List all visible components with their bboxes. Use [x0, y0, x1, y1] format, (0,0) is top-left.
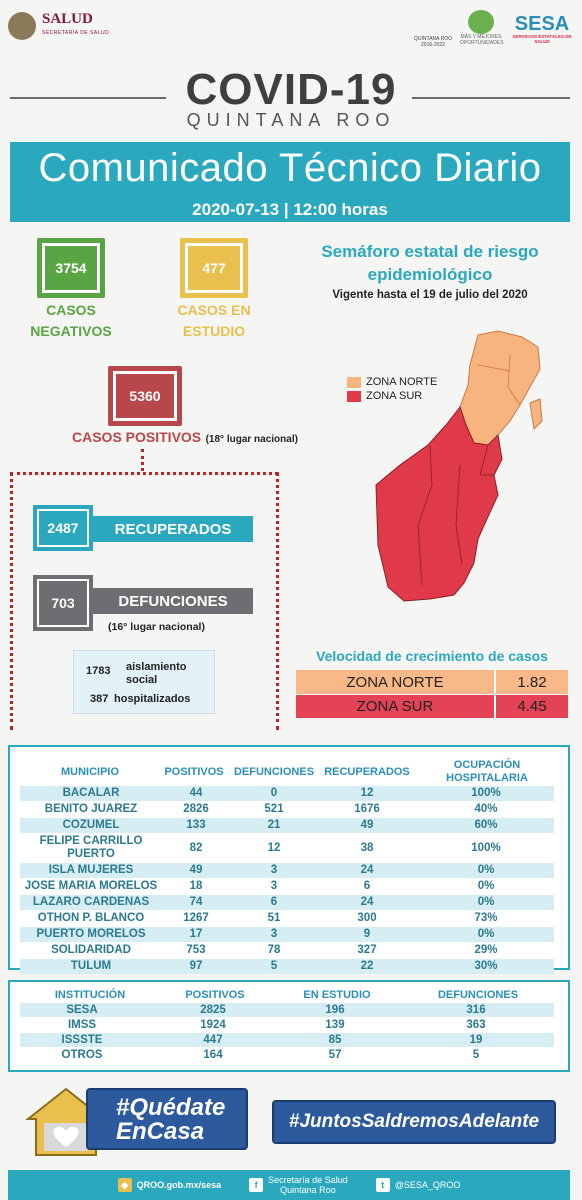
- municipio-cell: ISLA MUJERES: [48, 864, 134, 876]
- footer-facebook-text: Quintana Roo: [280, 1185, 336, 1195]
- banner-date: 2020-07-13 | 12:00 horas: [192, 200, 388, 219]
- table-cell: 300: [357, 912, 377, 924]
- table-cell: 316: [466, 1004, 486, 1016]
- table-cell: 0%: [477, 896, 495, 908]
- map-cozumel: [530, 399, 542, 429]
- table-cell: 12: [267, 841, 281, 854]
- municipio-cell: SOLIDARIDAD: [51, 944, 131, 956]
- shield-icon: [421, 8, 445, 36]
- legend-swatch: [347, 391, 361, 402]
- semaforo-title: [300, 240, 560, 286]
- covid-title: COVID-19: [185, 65, 397, 114]
- table-cell: 0%: [477, 864, 495, 876]
- municipio-cell: BENITO JUAREZ: [44, 803, 138, 815]
- table-cell: 6: [363, 880, 371, 892]
- table-cell: 2825: [200, 1004, 226, 1016]
- table-cell: 17: [189, 928, 203, 940]
- table-cell: 30%: [474, 960, 498, 972]
- municipio-cell: [20, 835, 162, 861]
- table-row: [20, 1018, 554, 1032]
- table-row: [20, 863, 554, 878]
- quintana-roo-logo: [412, 8, 454, 48]
- col-header-ocupacion: [432, 759, 542, 785]
- defunciones-rank: (16° lugar nacional): [108, 621, 205, 633]
- estudio-label-line: ESTUDIO: [182, 323, 246, 339]
- aislamiento-panel: [73, 650, 215, 714]
- semaforo-title-line: epidemiológico: [367, 265, 493, 284]
- table-cell: 5: [270, 960, 278, 972]
- semaforo-title-line: Semáforo estatal de riesgo: [321, 242, 539, 261]
- hospitalizados-label: hospitalizados: [114, 693, 191, 705]
- web-logo-icon: ◆: [118, 1178, 132, 1192]
- table-row: [20, 911, 554, 926]
- defunciones-label: DEFUNCIONES: [93, 588, 253, 614]
- footer-facebook[interactable]: [249, 1175, 348, 1195]
- positivos-label: CASOS POSITIVOS: [72, 429, 202, 445]
- state-title: QUINTANA ROO: [186, 110, 396, 130]
- cell-line: PUERTO: [67, 848, 115, 860]
- institucion-cell: SESA: [66, 1004, 98, 1016]
- positivos-rank: (18° lugar nacional): [205, 434, 298, 445]
- table-row: [20, 786, 554, 801]
- table-row: [20, 1003, 554, 1017]
- table-cell: 100%: [471, 841, 501, 854]
- col-header-recuperados: RECUPERADOS: [324, 766, 410, 778]
- table-cell: 521: [264, 803, 284, 815]
- table-cell: 22: [360, 960, 374, 972]
- institucion-cell: ISSSTE: [61, 1034, 103, 1046]
- table-cell: 0%: [477, 880, 495, 892]
- col-header-defunciones: DEFUNCIONES: [233, 766, 315, 778]
- municipio-cell: TULUM: [70, 960, 112, 972]
- col-header-en-estudio: EN ESTUDIO: [303, 989, 371, 1001]
- table-cell: 74: [189, 896, 203, 908]
- table-cell: 0%: [477, 928, 495, 940]
- table-cell: 38: [360, 841, 374, 854]
- sesa-subtitle: SERVICIOS ESTATALES DE SALUD: [512, 34, 572, 44]
- table-cell: 1676: [354, 803, 380, 815]
- defunciones-box: [33, 575, 93, 631]
- legend-label: ZONA SUR: [366, 390, 423, 402]
- defunciones-value: 703: [39, 581, 87, 625]
- sesa-title: SESA: [514, 13, 570, 35]
- velocidad-title: Velocidad de crecimiento de casos: [316, 648, 548, 664]
- table-cell: 0: [270, 787, 278, 799]
- table-cell: 6: [270, 896, 278, 908]
- table-cell: 49: [189, 864, 203, 876]
- semaforo-vigencia: Vigente hasta el 19 de julio del 2020: [332, 289, 528, 301]
- banner-title: Comunicado Técnico Diario: [38, 146, 542, 190]
- table-row: [20, 959, 554, 974]
- table-cell: 9: [363, 928, 371, 940]
- quedate-line: #Quédate: [116, 1094, 226, 1121]
- municipio-cell: OTHON P. BLANCO: [37, 912, 145, 924]
- velocidad-valor: 4.45: [494, 695, 568, 718]
- salud-logo: [8, 12, 109, 40]
- table-cell: 196: [325, 1004, 345, 1016]
- table-cell: 133: [186, 819, 206, 831]
- estudio-label-line: CASOS EN: [177, 302, 251, 318]
- table-cell: 164: [203, 1049, 223, 1061]
- negativos-label-line: NEGATIVOS: [30, 323, 112, 339]
- table-cell: 49: [360, 819, 374, 831]
- table-row: [20, 879, 554, 894]
- negativos-label: [20, 300, 122, 342]
- positivos-box: [108, 366, 182, 426]
- juntos-saldremos-badge: #JuntosSaldremosAdelante: [272, 1100, 556, 1144]
- table-cell: 85: [328, 1034, 342, 1046]
- quedate-line: EnCasa: [116, 1118, 205, 1145]
- table-cell: 24: [360, 896, 374, 908]
- col-header-positivos: POSITIVOS: [185, 989, 245, 1001]
- table-cell: 139: [325, 1019, 345, 1031]
- velocidad-row-norte: [296, 670, 568, 694]
- municipio-cell: JOSE MARIA MORELOS: [24, 880, 158, 892]
- table-cell: 57: [328, 1049, 342, 1061]
- table-cell: 327: [357, 944, 377, 956]
- twitter-icon: t: [376, 1178, 390, 1192]
- table-cell: 100%: [471, 787, 501, 799]
- table-cell: 12: [360, 787, 374, 799]
- municipio-cell: BACALAR: [62, 787, 120, 799]
- legend-item-norte: [347, 376, 437, 388]
- table-cell: 1267: [183, 912, 209, 924]
- table-cell: 5: [472, 1049, 480, 1061]
- table-cell: 73%: [474, 912, 498, 924]
- footer-web[interactable]: [118, 1178, 222, 1192]
- table-cell: 60%: [474, 819, 498, 831]
- institucion-cell: OTROS: [61, 1049, 103, 1061]
- footer-twitter-text: @SESA_QROO: [394, 1180, 461, 1190]
- municipio-cell: PUERTO MORELOS: [36, 928, 146, 940]
- table-cell: 19: [469, 1034, 483, 1046]
- table-row: [20, 895, 554, 910]
- footer-facebook-text: Secretaría de Salud: [268, 1175, 348, 1185]
- recuperados-box: [33, 505, 93, 551]
- table-cell: 51: [267, 912, 281, 924]
- estudio-value: 477: [188, 246, 240, 290]
- table-row: [20, 834, 554, 862]
- table-cell: 3: [270, 880, 278, 892]
- positivos-caption: [72, 429, 298, 447]
- salud-subtitle: SECRETARÍA DE SALUD: [42, 30, 110, 36]
- table-cell: 44: [189, 787, 203, 799]
- negativos-value: 3754: [45, 246, 97, 290]
- table-cell: 363: [466, 1019, 486, 1031]
- positivos-value: 5360: [116, 374, 174, 418]
- aislamiento-label: aislamiento: [126, 661, 187, 673]
- table-cell: 18: [189, 880, 203, 892]
- map-zona-norte: [460, 331, 540, 445]
- negativos-label-line: CASOS: [46, 302, 96, 318]
- table-cell: 97: [189, 960, 203, 972]
- estudio-box: [180, 238, 248, 298]
- legend-swatch: [347, 377, 361, 388]
- legend-label: ZONA NORTE: [366, 376, 438, 388]
- col-header-positivos: POSITIVOS: [164, 766, 224, 778]
- connector: [141, 449, 144, 471]
- table-cell: 3: [270, 864, 278, 876]
- table-cell: 21: [267, 819, 281, 831]
- col-header-ocupacion-line: HOSPITALARIA: [446, 772, 528, 784]
- footer-twitter[interactable]: [376, 1178, 461, 1192]
- table-cell: 29%: [474, 944, 498, 956]
- municipio-cell: LAZARO CARDENAS: [32, 896, 150, 908]
- eagle-emblem-icon: [8, 12, 36, 40]
- hospitalizados-value: 387: [90, 693, 109, 705]
- salud-title: SALUD: [42, 11, 93, 27]
- velocidad-row-sur: [296, 694, 568, 718]
- cell-line: FELIPE CARRILLO: [39, 835, 143, 847]
- table-row: [20, 1048, 554, 1062]
- sesa-logo: [507, 14, 577, 44]
- table-row: [20, 943, 554, 958]
- table-row: [20, 802, 554, 817]
- aislamiento-value: 1783: [86, 665, 111, 677]
- table-cell: 3: [270, 928, 278, 940]
- facebook-icon: f: [249, 1178, 263, 1192]
- map-legend: [347, 376, 437, 404]
- recuperados-label: RECUPERADOS: [93, 516, 253, 542]
- table-cell: 753: [186, 944, 206, 956]
- col-header-institucion: INSTITUCIÓN: [54, 989, 126, 1001]
- quedate-en-casa-badge: [86, 1088, 248, 1150]
- velocidad-valor: 1.82: [494, 670, 568, 694]
- col-header-municipio: MUNICIPIO: [60, 766, 120, 778]
- table-cell: 2826: [183, 803, 209, 815]
- quintana-roo-map: [370, 325, 570, 605]
- institucion-cell: IMSS: [67, 1019, 97, 1031]
- col-header-defunciones: DEFUNCIONES: [437, 989, 519, 1001]
- table-cell: 1924: [200, 1019, 226, 1031]
- recuperados-value: 2487: [39, 511, 87, 545]
- footer-web-text: QROO.gob.mx/sesa: [136, 1180, 222, 1190]
- table-row: [20, 1033, 554, 1047]
- table-row: [20, 818, 554, 833]
- mas-mejores-logo: [460, 10, 502, 46]
- table-cell: 24: [360, 864, 374, 876]
- connector: [10, 472, 13, 730]
- table-cell: 82: [189, 841, 203, 854]
- table-cell: 40%: [474, 803, 498, 815]
- velocidad-zona: ZONA NORTE: [346, 673, 444, 691]
- negativos-box: [37, 238, 105, 298]
- estudio-label: [163, 300, 265, 342]
- aislamiento-label: social: [126, 674, 158, 686]
- footer: [8, 1170, 570, 1200]
- municipio-cell: COZUMEL: [62, 819, 120, 831]
- legend-item-sur: [347, 390, 437, 402]
- table-cell: 78: [267, 944, 281, 956]
- velocidad-zona: ZONA SUR: [356, 698, 434, 715]
- tree-icon: [468, 10, 494, 34]
- connector: [10, 472, 278, 475]
- connector: [276, 472, 279, 730]
- mas-mejores-text: MÁS Y MEJORES OPORTUNIDADES: [460, 34, 504, 46]
- table-row: [20, 927, 554, 942]
- quintana-roo-logo-text: QUINTANA ROO 2016-2022: [414, 36, 452, 48]
- col-header-ocupacion-line: OCUPACIÓN: [453, 759, 521, 771]
- table-cell: 447: [203, 1034, 223, 1046]
